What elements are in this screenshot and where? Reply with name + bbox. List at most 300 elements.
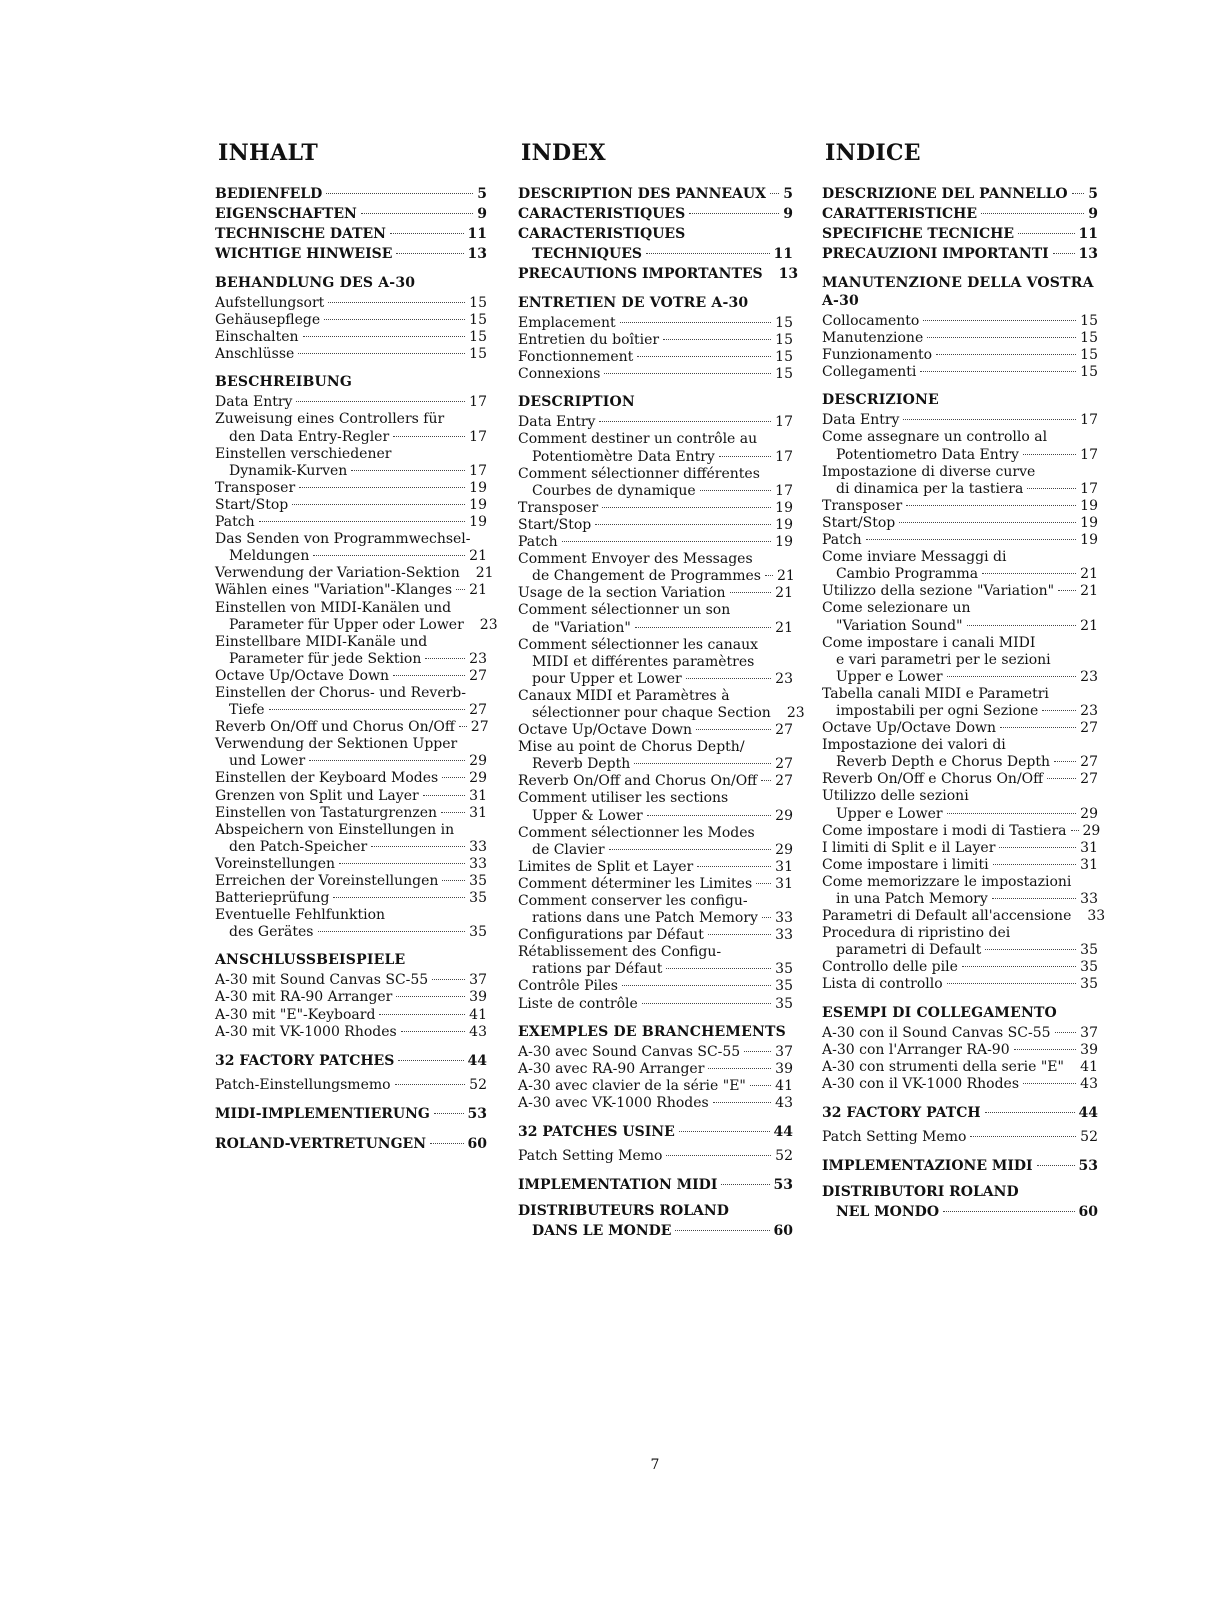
toc-entry[interactable] <box>215 788 487 805</box>
toc-entry[interactable] <box>822 891 1098 908</box>
entry-title: NEL MONDO <box>836 1204 940 1221</box>
toc-entry[interactable] <box>518 756 793 773</box>
entry-title: Entretien du boîtier <box>518 332 660 349</box>
toc-entry-line: Comment conserver les configu- <box>518 893 748 909</box>
toc-entry[interactable] <box>215 480 487 497</box>
dot-leader <box>906 505 1076 506</box>
section-heading: DESCRIZIONE <box>822 392 939 409</box>
toc-entry[interactable] <box>518 671 793 688</box>
toc-entry[interactable] <box>215 856 487 873</box>
toc-entry[interactable] <box>822 566 1098 583</box>
dot-leader <box>1000 727 1076 728</box>
toc-entry[interactable] <box>215 924 487 941</box>
dot-leader <box>393 675 465 676</box>
toc-entry[interactable] <box>215 565 494 582</box>
dot-leader <box>1023 454 1076 455</box>
entry-page: 35 <box>775 995 793 1012</box>
dot-leader <box>599 421 771 422</box>
dot-leader <box>903 419 1076 420</box>
entry-page: 15 <box>775 332 793 349</box>
dot-leader <box>962 966 1076 967</box>
toc-entry[interactable] <box>518 1175 793 1195</box>
dot-leader <box>899 522 1076 523</box>
toc-column-french <box>518 140 805 1251</box>
toc-entry[interactable] <box>822 976 1098 993</box>
entry-title: Meldungen <box>229 548 310 565</box>
entry-title: Manutenzione <box>822 330 924 347</box>
entry-page: 21 <box>1080 617 1098 634</box>
entry-title: Liste de contrôle <box>518 995 638 1012</box>
entry-page: 33 <box>775 927 793 944</box>
toc-entry[interactable] <box>822 1156 1098 1176</box>
dot-leader <box>396 253 463 254</box>
toc-entry[interactable] <box>822 481 1098 498</box>
entry-title: Data Entry <box>518 414 596 431</box>
toc-entry[interactable] <box>822 224 1098 244</box>
toc-entry[interactable] <box>822 840 1098 857</box>
toc-entry[interactable] <box>822 1059 1098 1076</box>
section-heading: MANUTENZIONE DELLA VOSTRA A-30 <box>822 275 1094 309</box>
entry-title: Collocamento <box>822 313 920 329</box>
toc-entry-line: Comment sélectionner les canaux <box>518 636 758 653</box>
entry-page: 29 <box>775 841 793 858</box>
toc-entry[interactable] <box>215 719 487 736</box>
toc-entry[interactable] <box>215 753 487 770</box>
toc-entry[interactable] <box>215 616 498 634</box>
toc-entry[interactable] <box>822 703 1098 720</box>
entry-page: 17 <box>469 394 487 411</box>
toc-entry[interactable] <box>518 1095 793 1112</box>
entry-title: Einstellen von Tastaturgrenzen <box>215 804 438 821</box>
dot-leader <box>943 1211 1075 1212</box>
entry-title: Connexions <box>518 366 601 383</box>
dot-leader <box>770 193 779 194</box>
dot-leader <box>635 627 771 628</box>
entry-page: 27 <box>1080 771 1098 788</box>
entry-title: des Gerätes <box>229 924 314 941</box>
entry-title: den Data Entry-Regler <box>229 428 390 445</box>
entry-title: A-30 avec RA-90 Arranger <box>518 1060 705 1077</box>
toc-entry[interactable] <box>822 498 1098 515</box>
entry-page: 35 <box>1080 942 1098 959</box>
page-number: 7 <box>650 1457 660 1473</box>
toc-entry[interactable] <box>518 842 793 859</box>
entry-page: 43 <box>469 1023 487 1040</box>
toc-entry[interactable] <box>822 313 1098 330</box>
dot-leader <box>269 709 466 710</box>
toc-entry[interactable] <box>518 517 793 534</box>
toc-entry[interactable] <box>215 329 487 346</box>
dot-leader <box>351 470 465 471</box>
entry-page: 23 <box>786 704 805 721</box>
entry-title: rations dans une Patch Memory <box>532 910 758 927</box>
toc-entry[interactable] <box>215 346 487 363</box>
toc-entry[interactable] <box>518 961 793 978</box>
toc-entry[interactable] <box>822 720 1098 737</box>
dot-leader <box>1047 778 1076 779</box>
toc-entry[interactable] <box>822 583 1098 600</box>
toc-entry[interactable] <box>518 349 793 366</box>
dot-leader <box>379 1014 465 1015</box>
toc-entry[interactable] <box>215 873 487 890</box>
entry-title: Upper e Lower <box>836 668 943 685</box>
entry-page: 29 <box>1080 805 1098 822</box>
toc-entry[interactable] <box>822 330 1098 347</box>
toc-section <box>215 184 487 264</box>
toc-entry[interactable] <box>822 347 1098 364</box>
entry-title: DANS LE MONDE <box>532 1223 672 1240</box>
entry-page: 60 <box>467 1135 487 1152</box>
toc-entry[interactable] <box>215 1051 487 1071</box>
dot-leader <box>259 521 466 522</box>
entry-title: Patch Setting Memo <box>518 1148 663 1165</box>
entry-title: Transposer <box>822 497 903 514</box>
entry-title: Voreinstellungen <box>215 855 336 872</box>
entry-page: 31 <box>1080 856 1098 873</box>
toc-entry[interactable] <box>518 996 793 1013</box>
dot-leader <box>713 1102 771 1103</box>
toc-entry[interactable] <box>518 204 793 224</box>
toc-entry[interactable] <box>822 754 1098 771</box>
entry-page: 35 <box>1080 976 1098 993</box>
entry-page: 27 <box>775 756 793 773</box>
toc-entry[interactable] <box>822 806 1098 823</box>
toc-entry[interactable] <box>822 1103 1098 1123</box>
dot-leader <box>689 213 779 214</box>
toc-entry[interactable] <box>822 204 1098 224</box>
toc-entry[interactable] <box>215 463 487 480</box>
entry-title: TECHNISCHE DATEN <box>215 226 386 242</box>
entry-title: A-30 con il VK-1000 Rhodes <box>822 1075 1020 1092</box>
toc-entry[interactable] <box>215 651 487 668</box>
entry-page: 35 <box>469 890 487 907</box>
toc-section <box>518 294 793 383</box>
entry-page: 17 <box>1080 480 1098 497</box>
toc-entry[interactable] <box>822 1129 1098 1146</box>
toc-entry[interactable] <box>215 972 487 989</box>
section-heading: ESEMPI DI COLLEGAMENTO <box>822 1004 1057 1021</box>
section-heading: BEHANDLUNG DES A-30 <box>215 275 416 291</box>
entry-page: 23 <box>469 650 487 667</box>
toc-entry[interactable] <box>822 1042 1098 1059</box>
dot-leader <box>395 1084 466 1085</box>
entry-title: Batterieprüfung <box>215 890 330 907</box>
toc-entry[interactable] <box>518 449 793 466</box>
toc-entry[interactable] <box>518 808 793 825</box>
entry-page: 21 <box>776 568 795 585</box>
entry-title: MIDI-IMPLEMENTIERUNG <box>215 1105 430 1122</box>
entry-title: Start/Stop <box>215 496 289 513</box>
toc-entry[interactable] <box>215 224 487 244</box>
toc-entry[interactable] <box>822 771 1098 788</box>
dot-leader <box>920 371 1076 372</box>
toc-entry[interactable] <box>822 822 1101 840</box>
entry-page: 21 <box>469 548 487 565</box>
toc-entry[interactable] <box>215 890 487 907</box>
toc-entry[interactable] <box>215 582 487 599</box>
entry-title: Limites de Split et Layer <box>518 858 694 875</box>
toc-entry[interactable] <box>518 585 793 602</box>
toc-entry[interactable] <box>518 568 793 585</box>
dot-leader <box>456 589 465 590</box>
toc-entry[interactable] <box>518 1061 793 1078</box>
toc-entry[interactable] <box>215 1024 487 1041</box>
entry-title: rations par Défaut <box>532 961 663 978</box>
entry-page: 21 <box>775 619 793 636</box>
entry-title: EIGENSCHAFTEN <box>215 206 357 222</box>
entry-title: PRECAUTIONS IMPORTANTES <box>518 266 763 282</box>
toc-entry[interactable] <box>518 315 793 332</box>
dot-leader <box>1058 590 1076 591</box>
toc-section <box>518 184 799 284</box>
toc-entry-line: e vari parametri per le sezioni <box>836 651 1051 668</box>
dot-leader <box>595 524 771 525</box>
entry-title: Octave Up/Octave Down <box>215 667 390 684</box>
entry-page: 39 <box>469 989 487 1006</box>
dot-leader <box>686 678 771 679</box>
toc-entry-line: Comment sélectionner différentes <box>518 465 760 482</box>
dot-leader <box>982 573 1076 574</box>
dot-leader <box>339 863 465 864</box>
dot-leader <box>442 777 465 778</box>
toc-entry[interactable] <box>215 1007 487 1024</box>
toc-entry-line: Tabella canali MIDI e Parametri <box>822 685 1049 702</box>
entry-title: WICHTIGE HINWEISE <box>215 246 393 262</box>
toc-entry-line: Come memorizzare le impostazioni <box>822 873 1072 890</box>
toc-column-german <box>215 140 498 1164</box>
entry-title: A-30 mit VK-1000 Rhodes <box>215 1023 397 1040</box>
dot-leader <box>923 320 1076 321</box>
dot-leader <box>992 898 1076 899</box>
toc-entry[interactable] <box>215 1077 487 1094</box>
toc-entry[interactable] <box>822 364 1098 381</box>
entry-title: CARACTERISTIQUES <box>518 206 686 222</box>
toc-entry[interactable] <box>518 859 793 876</box>
entry-title: Anschlüsse <box>215 346 295 363</box>
toc-entry[interactable] <box>215 514 487 531</box>
toc-entry-line: Mise au point de Chorus Depth/ <box>518 739 745 756</box>
toc-entry[interactable] <box>215 394 487 411</box>
dot-leader <box>1054 761 1076 762</box>
entry-page: 21 <box>1080 566 1098 583</box>
toc-entry[interactable] <box>822 412 1098 429</box>
toc-entry[interactable] <box>518 244 793 264</box>
dot-leader <box>393 436 465 437</box>
toc-entry[interactable] <box>822 1025 1098 1042</box>
entry-page: 35 <box>1080 959 1098 976</box>
entry-page: 19 <box>1080 514 1098 531</box>
toc-entry[interactable] <box>215 429 487 446</box>
entry-title: Octave Up/Octave Down <box>518 722 693 739</box>
entry-page: 31 <box>775 875 793 892</box>
toc-section <box>215 274 487 363</box>
section-heading: DESCRIPTION <box>518 394 635 411</box>
entry-title: Reverb On/Off and Chorus On/Off <box>518 773 758 790</box>
entry-title: Transposer <box>518 499 599 516</box>
entry-page: 17 <box>469 428 487 445</box>
entry-title: Start/Stop <box>518 516 592 533</box>
toc-entry[interactable] <box>215 548 487 565</box>
entry-page: 19 <box>469 514 487 531</box>
toc-entry[interactable] <box>518 534 793 551</box>
entry-page: 19 <box>775 534 793 551</box>
toc-entry[interactable] <box>518 1044 793 1061</box>
entry-title: Contrôle Piles <box>518 978 618 995</box>
toc-entry[interactable] <box>822 857 1098 874</box>
toc-entry-line: MIDI et différentes paramètres <box>532 653 755 670</box>
entry-title: Parametri di Default all'accensione <box>822 908 1072 925</box>
toc-entry[interactable] <box>518 876 793 893</box>
toc-entry[interactable] <box>215 184 487 204</box>
toc-entry[interactable] <box>822 618 1098 635</box>
toc-entry[interactable] <box>822 1202 1098 1222</box>
toc-entry[interactable] <box>518 704 805 722</box>
entry-page: 15 <box>469 329 487 346</box>
entry-title: Potentiometro Data Entry <box>836 446 1019 463</box>
toc-entry[interactable] <box>518 1078 793 1095</box>
toc-entry[interactable] <box>518 927 793 944</box>
dot-leader <box>999 847 1076 848</box>
entry-title: A-30 mit RA-90 Arranger <box>215 989 393 1006</box>
toc-entry[interactable] <box>518 414 793 431</box>
entry-page: 33 <box>1087 908 1106 925</box>
dot-leader <box>981 213 1084 214</box>
entry-title: IMPLEMENTATION MIDI <box>518 1177 718 1194</box>
toc-entry-line: Come assegnare un controllo al <box>822 429 1048 446</box>
dot-leader <box>609 849 772 850</box>
entry-page: 39 <box>1080 1041 1098 1058</box>
toc-entry[interactable] <box>822 244 1098 264</box>
dot-leader <box>326 193 473 194</box>
toc-entry[interactable] <box>215 244 487 264</box>
entry-page: 19 <box>1080 532 1098 549</box>
dot-leader <box>947 813 1077 814</box>
entry-title: ROLAND-VERTRETUNGEN <box>215 1135 427 1152</box>
toc-entry[interactable] <box>822 669 1098 686</box>
toc-entry[interactable] <box>215 805 487 822</box>
toc-entry[interactable] <box>215 497 487 514</box>
toc-entry[interactable] <box>518 722 793 739</box>
entry-page: 27 <box>775 722 793 739</box>
entry-page: 15 <box>469 346 487 363</box>
entry-page: 53 <box>1078 1158 1098 1175</box>
toc-entry[interactable] <box>215 839 487 856</box>
toc-entry[interactable] <box>215 989 487 1006</box>
dot-leader <box>1042 710 1076 711</box>
toc-entry[interactable] <box>822 959 1098 976</box>
dot-leader <box>1072 193 1085 194</box>
toc-entry[interactable] <box>518 332 793 349</box>
entry-page: 23 <box>1080 668 1098 685</box>
entry-title: Utilizzo della sezione "Variation" <box>822 583 1055 600</box>
entry-title: A-30 avec clavier de la série "E" <box>518 1077 746 1094</box>
toc-entry[interactable] <box>822 908 1106 925</box>
toc-entry[interactable] <box>518 264 799 284</box>
toc-entry-line: Come selezionare un <box>822 600 971 617</box>
toc-entry[interactable] <box>215 295 487 312</box>
entry-title: A-30 avec VK-1000 Rhodes <box>518 1094 709 1111</box>
entry-page: 43 <box>775 1094 793 1111</box>
toc-entry[interactable] <box>518 1122 793 1142</box>
entry-title: di dinamica per la tastiera <box>836 480 1024 497</box>
entry-title: Courbes de dynamique <box>532 482 696 499</box>
entry-title: Upper & Lower <box>532 807 643 824</box>
toc-entry[interactable] <box>215 668 487 685</box>
toc-entry[interactable] <box>822 515 1098 532</box>
toc-entry[interactable] <box>518 366 793 383</box>
toc-entry[interactable] <box>822 942 1098 959</box>
entry-title: Octave Up/Octave Down <box>822 720 997 737</box>
toc-entry[interactable] <box>822 1076 1098 1093</box>
entry-title: impostabili per ogni Sezione <box>836 702 1039 719</box>
entry-title: Patch <box>822 532 862 549</box>
toc-entry[interactable] <box>518 184 793 204</box>
entry-page: 15 <box>469 312 487 329</box>
toc-entry[interactable] <box>518 910 793 927</box>
toc-entry[interactable] <box>518 500 793 517</box>
toc-entry-line: Einstellen verschiedener <box>215 445 392 462</box>
toc-entry[interactable] <box>518 773 793 790</box>
toc-entry[interactable] <box>518 1148 793 1165</box>
entry-page: 5 <box>477 186 487 202</box>
entry-title: Potentiomètre Data Entry <box>532 448 715 465</box>
toc-entry[interactable] <box>215 770 487 787</box>
toc-section <box>518 393 805 1012</box>
toc-section <box>215 1051 487 1154</box>
entry-page: 9 <box>477 206 487 222</box>
toc-entry[interactable] <box>215 1104 487 1124</box>
entry-page: 29 <box>469 770 487 787</box>
entry-title: Aufstellungsort <box>215 295 325 311</box>
toc-entry[interactable] <box>518 1221 793 1241</box>
entry-page: 17 <box>469 462 487 479</box>
dot-leader <box>663 339 771 340</box>
entry-title: Transposer <box>215 479 296 496</box>
entry-title: Upper e Lower <box>836 805 943 822</box>
toc-entry-line: Das Senden von Programmwechsel- <box>215 531 471 548</box>
entry-page: 15 <box>1080 364 1098 381</box>
toc-entry[interactable] <box>518 978 793 995</box>
dot-leader <box>292 504 465 505</box>
toc-entry[interactable] <box>518 620 793 637</box>
entry-title: A-30 avec Sound Canvas SC-55 <box>518 1043 741 1060</box>
dot-leader <box>299 487 465 488</box>
entry-title: Reverb On/Off e Chorus On/Off <box>822 771 1044 788</box>
dot-leader <box>328 302 465 303</box>
toc-entry[interactable] <box>822 532 1098 549</box>
entry-title: Parameter für jede Sektion <box>229 650 422 667</box>
toc-entry[interactable] <box>215 1134 487 1154</box>
dot-leader <box>313 555 465 556</box>
entry-page: 35 <box>775 961 793 978</box>
entry-title: Collegamenti <box>822 364 917 381</box>
toc-entry[interactable] <box>822 184 1098 204</box>
toc-entry[interactable] <box>215 702 487 719</box>
dot-leader <box>361 213 473 214</box>
entry-page: 27 <box>469 667 487 684</box>
toc-entry[interactable] <box>822 447 1098 464</box>
toc-entry[interactable] <box>215 204 487 224</box>
dot-leader <box>993 864 1077 865</box>
toc-entry[interactable] <box>215 312 487 329</box>
dot-leader <box>967 625 1077 626</box>
section-heading: ENTRETIEN DE VOTRE A-30 <box>518 295 749 311</box>
toc-entry[interactable] <box>518 483 793 500</box>
dot-leader <box>441 812 465 813</box>
toc-entry-line: Come inviare Messaggi di <box>822 549 1007 566</box>
dot-leader <box>1053 253 1075 254</box>
entry-page: 19 <box>1080 497 1098 514</box>
